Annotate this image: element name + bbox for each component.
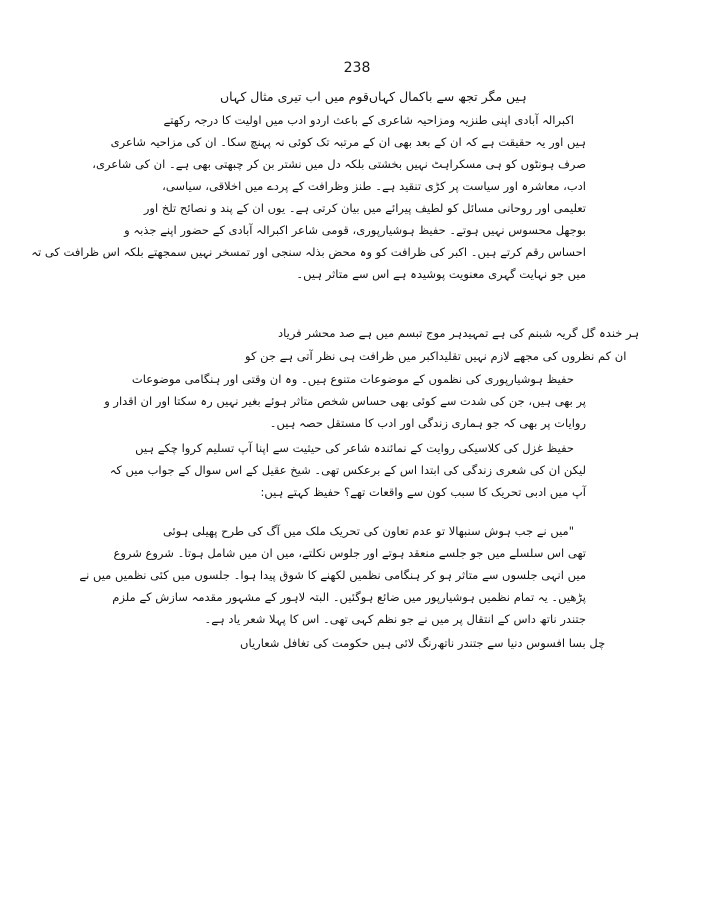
paragraph-line: پر بھی ہیں، جن کی شدت سے کوئی بھی حساس شخص متاثر ہوئے بغیر نہیں رہ سکتا اور ان اقدار و — [104, 394, 586, 408]
couplet-2b — [245, 345, 627, 367]
opening-couplet — [220, 86, 527, 108]
paragraph-line: ادب، معاشرہ اور سیاست پر کڑی تنقید ہے۔ طنز وظرافت کے پردے میں اخلاقی، سیاسی، — [162, 179, 586, 193]
closing-couplet-right: رنگ لائی ہیں حکومت کی تغافل شعاریاں — [240, 636, 438, 650]
paragraph-line: لیکن ان کی شعری زندگی کی ابتدا اس کے برعکس تھی۔ شیخ عقیل کے اس سوال کے جواب میں کہ — [109, 463, 586, 477]
opening-couplet-right: قوم میں اب تیری مثال کہاں — [220, 89, 369, 104]
paragraph-line: حفیظ غزل کی کلاسیکی روایت کے نمائندہ شاعر کی حیثیت سے اپنا آپ تسلیم کروا چکے ہیں — [135, 441, 574, 455]
paragraph-1 — [31, 109, 586, 285]
quote-line: میں انہی جلسوں سے متاثر ہو کر ہنگامی نظمیں لکھنے کا شوق پیدا ہوا۔ جلسوں میں کئی نظمیں میں نے — [79, 568, 586, 582]
paragraph-line: صرف ہونٹوں کو ہی مسکراہٹ نہیں بخشتی بلکہ دل میں نشتر بن کر چبھتی بھی ہے۔ ان کی شاعری، — [92, 157, 586, 171]
quoted-passage — [79, 520, 586, 630]
page-number: 238 — [343, 60, 371, 76]
paragraph-line: بوجھل محسوس نہیں ہوتے۔ حفیظ ہوشیارپوری، قومی شاعر اکبرالہ آبادی کے حضور اپنے جذبہ و — [124, 223, 586, 237]
paragraph-line: احساس رقم کرتے ہیں۔ اکبر کی ظرافت کو وہ محض بذلہ سنجی اور تمسخر نہیں سمجھتے بلکہ اس ظرافت کی تہ — [31, 245, 586, 259]
paragraph-2 — [104, 368, 586, 434]
couplet-2a — [278, 322, 640, 344]
closing-couplet-left: چل بسا افسوس دنیا سے جتندر ناتھ — [437, 636, 606, 650]
paragraph-line: ہیں اور یہ حقیقت ہے کہ ان کے بعد بھی ان کے مرتبہ تک کوئی نہ پہنچ سکا۔ ان کی مزاحیہ شاعری — [110, 135, 586, 149]
couplet-2b-right: اکبر میں ظرافت ہی نظر آتی ہے جن کو — [245, 349, 439, 363]
couplet-2a-right: ہر موج تبسم میں ہے صد محشر فریاد — [278, 326, 463, 340]
paragraph-line: حفیظ ہوشیارپوری کی نظموں کے موضوعات متنوع ہیں۔ وہ ان وقتی اور ہنگامی موضوعات — [131, 372, 574, 386]
quote-line: "میں نے جب ہوش سنبھالا تو عدم تعاون کی تحریک ملک میں آگ کی طرح پھیلی ہوئی — [162, 524, 574, 538]
couplet-2b-left: ان کم نظروں کی مجھے لازم نہیں تقلید — [438, 349, 627, 363]
paragraph-line: تعلیمی اور روحانی مسائل کو لطیف پیرائے میں بیان کرتی ہے۔ یوں ان کے پند و نصائح تلخ اور — [143, 201, 586, 215]
paragraph-line: اکبرالہ آبادی اپنی طنزیہ ومزاحیہ شاعری کے باعث اردو ادب میں اولیت کا درجہ رکھتے — [163, 113, 574, 127]
opening-couplet-left: ہیں مگر تجھ سے باکمال کہاں — [368, 89, 527, 104]
closing-couplet — [240, 632, 606, 654]
paragraph-line: روایات پر بھی کہ جو ہماری زندگی اور ادب کا مستقل حصہ ہیں۔ — [269, 416, 586, 430]
quote-line: پڑھیں۔ یہ تمام نظمیں ہوشیارپور میں ضائع ہوگئیں۔ البتہ لاہور کے مشہور مقدمہ سازش کے ملزم — [112, 590, 586, 604]
paragraph-line: آپ میں ادبی تحریک کا سبب کون سے واقعات تھے؟ حفیظ کہتے ہیں: — [260, 485, 586, 499]
paragraph-line: میں جو نہایت گہری معنویت پوشیدہ ہے اس سے متاثر ہیں۔ — [296, 267, 586, 281]
couplet-2a-left: ہر خندہ گل گریہ شبنم کی ہے تمہید — [462, 326, 640, 340]
quote-line: تھی اس سلسلے میں جو جلسے منعقد ہوتے اور جلوس نکلتے، میں ان میں شامل ہوتا۔ شروع شروع — [113, 546, 586, 560]
quote-line: جتندر ناتھ داس کے انتقال پر میں نے جو نظم کہی تھی۔ اس کا پہلا شعر یاد ہے۔ — [204, 612, 586, 626]
paragraph-3 — [109, 437, 586, 503]
